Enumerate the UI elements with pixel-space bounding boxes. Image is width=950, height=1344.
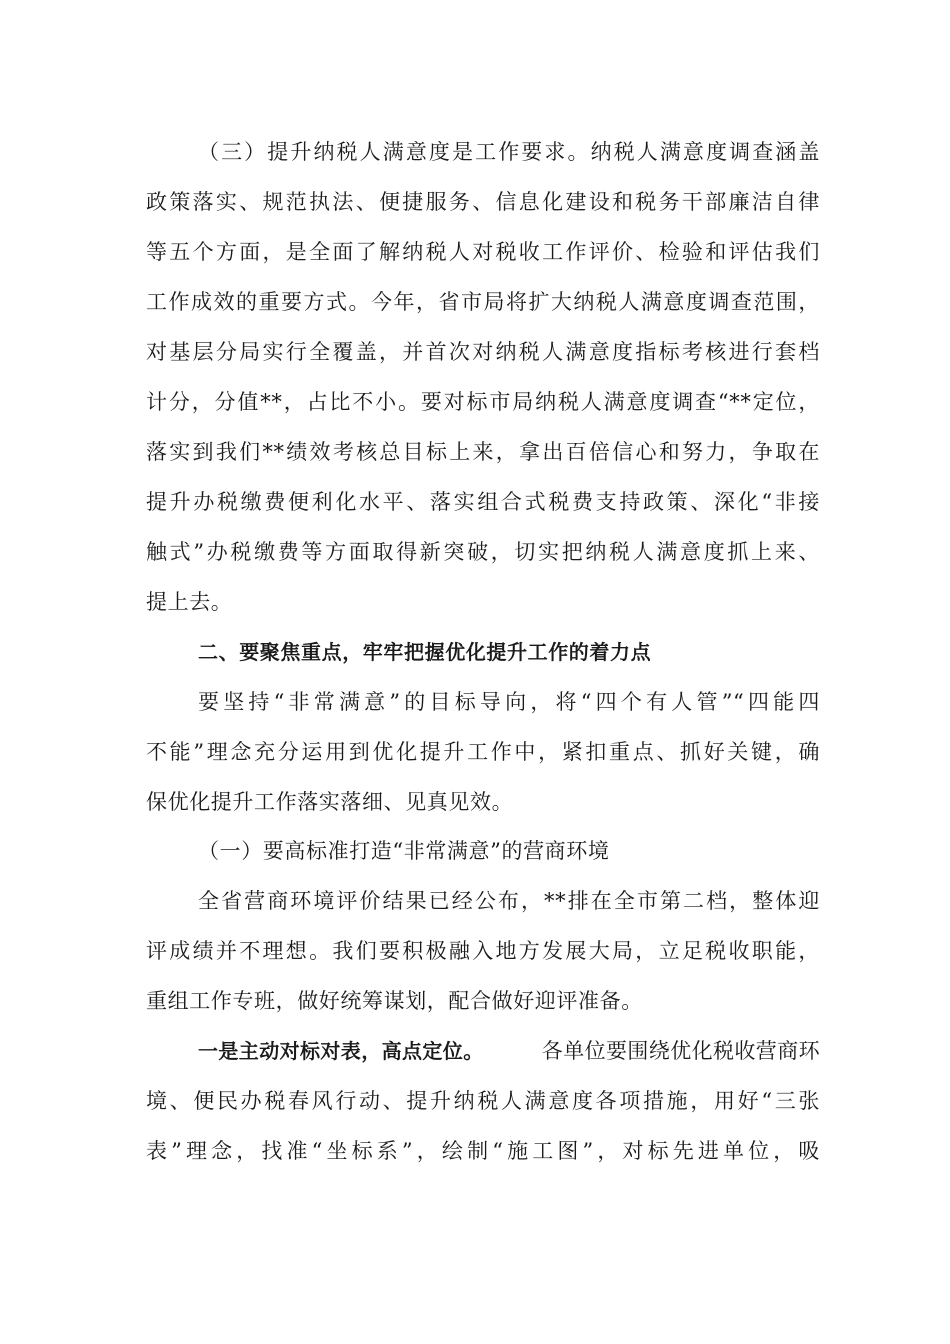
paragraph-line: 不能”理念充分运用到优化提升工作中，紧扣重点、抓好关键，确 [146,740,820,764]
paragraph-line: 落实到我们**绩效考核总目标上来，拿出百倍信心和努力，争取在 [146,440,820,464]
paragraph-line: 保优化提升工作落实落细、见真见效。 [146,790,514,814]
paragraph-line: 重组工作专班，做好统筹谋划，配合做好迎评准备。 [146,989,643,1013]
paragraph-line: 触式”办税缴费等方面取得新突破，切实把纳税人满意度抓上来、 [146,540,820,564]
section-heading: 二、要聚焦重点，牢牢把握优化提升工作的着力点 [198,640,652,664]
paragraph-line: 提升办税缴费便利化水平、落实组合式税费支持政策、深化“非接 [146,490,820,514]
paragraph-line: 等五个方面，是全面了解纳税人对税收工作评价、检验和评估我们 [146,240,820,264]
paragraph-line: 工作成效的重要方式。今年，省市局将扩大纳税人满意度调查范围， [146,290,820,314]
paragraph-line: 对基层分局实行全覆盖，并首次对纳税人满意度指标考核进行套档 [146,340,820,364]
paragraph-text: 各单位要围绕优化税收营商环 [541,1039,820,1063]
paragraph-line: 政策落实、规范执法、便捷服务、信息化建设和税务干部廉洁自律 [146,190,820,214]
paragraph-line: 全省营商环境评价结果已经公布，**排在全市第二档，整体迎 [198,889,820,913]
paragraph-line: （三）提升纳税人满意度是工作要求。纳税人满意度调查涵盖 [198,140,820,164]
paragraph-line-mixed [198,1036,820,1066]
paragraph-line: 表”理念，找准“坐标系”，绘制“施工图”，对标先进单位，吸 [146,1139,820,1163]
paragraph-line: 要坚持“非常满意”的目标导向，将“四个有人管”“四能四 [198,690,820,714]
paragraph-line: 提上去。 [146,590,233,614]
paragraph-line: 评成绩并不理想。我们要积极融入地方发展大局，立足税收职能， [146,939,820,963]
lead-phrase: 一是主动对标对表，高点定位。 [198,1039,484,1063]
paragraph-line: 境、便民办税春风行动、提升纳税人满意度各项措施，用好“三张 [146,1089,820,1113]
paragraph-line: 计分，分值**，占比不小。要对标市局纳税人满意度调查“**定位， [146,390,820,414]
subsection-heading: （一）要高标准打造“非常满意”的营商环境 [198,839,610,863]
